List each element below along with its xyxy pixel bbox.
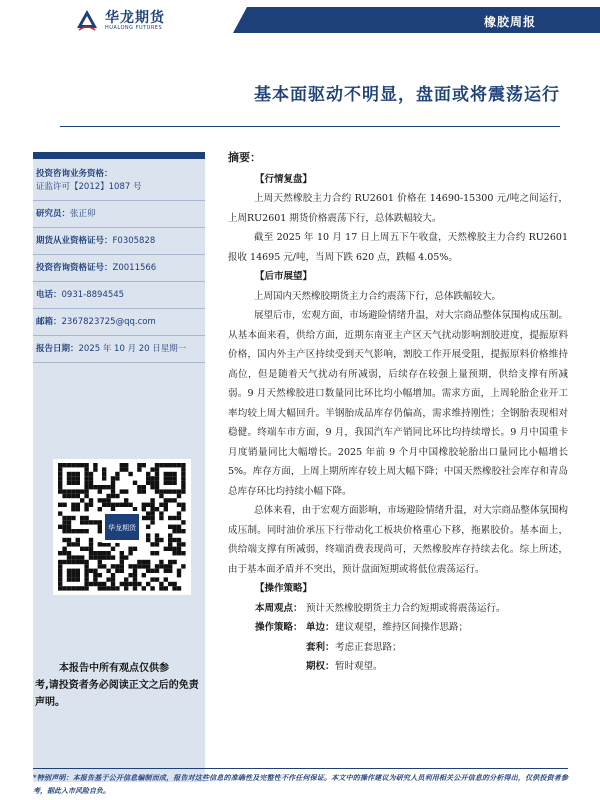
weekly-view: 本周观点： 预计天然橡胶期货主力合约短期或将震荡运行。 — [255, 602, 506, 614]
logo-en-text: HUALONG FUTURES — [105, 25, 163, 31]
strategy-single: 操作策略： 单边： 建议观望，维持区间操作思路； — [255, 622, 469, 633]
info-row-consult-cert: 投资咨询资格证号：Z0011566 — [33, 255, 205, 282]
company-logo — [75, 6, 225, 34]
abstract-heading: 摘要： — [228, 151, 261, 164]
info-row-phone: 电话：0931-8894545 — [33, 282, 205, 309]
paragraph-review-1: 上周天然橡胶主力合约 RU2601 价格在 14690-15300 元/吨之间运行，上周RU2601 期货价格震荡下行，总体跌幅较大。 — [228, 193, 568, 224]
license-number: 证监许可【2012】1087 号 — [36, 182, 142, 192]
info-row-researcher: 研究员：张正卯 — [33, 201, 205, 228]
sidebar — [33, 152, 205, 782]
report-type: 橡胶周报 — [483, 15, 536, 29]
paragraph-outlook-2: 展望后市，宏观方面，市场避险情绪升温，对大宗商品整体氛围构成压制。从基本面来看，供给方面，近期东南亚主产区天气扰动影响割胶进度，提振原料价格，国内外主产区持续受到天气影响，割胶工作开展受阻，提振原料价格维持高位，但是随着天气扰动有所减弱，后续存在较强上量预期，供给支撑有所减弱。9 月天然橡胶进口数量同比环比均小幅增加。需求方面，上周轮胎企业开工率均较上周大幅回升。半钢胎成品库存仍偏高，需求维持刚性；全钢胎表现相对稳健。终端车市方面，9 月，我国汽车产销同比环比均持续增长。9 月中国重卡月度销量同比大幅增长。2025 年前 9 个月中国橡胶轮胎出口量同比小幅增长 5%。库存方面，上周上期所库存较上周大幅下降；中国天然橡胶社会库存和青岛总库存环比均持续小幅下降。 — [228, 310, 568, 497]
page-header — [0, 0, 600, 38]
section-outlook: 【后市展望】 — [255, 271, 313, 282]
qr-code — [53, 459, 191, 595]
info-row-futures-cert: 期货从业资格证号：F0305828 — [33, 228, 205, 255]
info-row-qualification: 投资咨询业务资格： 证监许可【2012】1087 号 — [33, 161, 205, 201]
paragraph-outlook-3: 总体来看，由于宏观方面影响，市场避险情绪升温，对大宗商品整体氛围构成压制。同时油价承压下行带动化工板块价格重心下移，拖累胶价。基本面上，供给端支撑有所减弱，终端消费表现尚可，天然橡胶库存持续去化。综上所述，由于基本面矛盾并不突出，预计盘面短期或将低位震荡运行。 — [228, 505, 568, 575]
sidebar-top-bar — [33, 152, 205, 159]
header-band — [233, 7, 600, 33]
info-row-email: 邮箱：2367823725@qq.com — [33, 309, 205, 336]
qr-code-icon — [53, 459, 191, 595]
title-divider — [60, 126, 560, 127]
logo-cn-text: 华龙期货 — [105, 10, 165, 26]
strategy-option: 期权： 暂时观望。 — [306, 661, 383, 672]
dragon-logo-icon — [75, 8, 99, 32]
footer-divider — [33, 768, 568, 769]
section-strategy: 【操作策略】 — [255, 583, 313, 594]
info-row-date: 报告日期：2025 年 10 月 20 日星期一 — [33, 336, 205, 363]
main-content — [228, 148, 568, 677]
report-title: 基本面驱动不明显，盘面或将震荡运行 — [254, 85, 560, 105]
sidebar-disclaimer: 本报告中所有观点仅供参 考,请投资者务必阅读正文之后的免责声明。 — [35, 663, 199, 708]
paragraph-outlook-1: 上周国内天然橡胶期货主力合约震荡下行，总体跌幅较大。 — [254, 290, 502, 302]
strategy-arbitrage: 套利： 考虑正套思路； — [306, 641, 402, 653]
paragraph-review-2: 截至 2025 年 10 月 17 日上周五下午收盘，天然橡胶主力合约 RU2601 报收 14695 元/吨，当周下跌 620 点，跌幅 4.05%。 — [228, 232, 568, 263]
qr-badge-text: 华龙期货 — [108, 524, 136, 532]
footer-disclaimer: *特别声明：本报告基于公开信息编制而成，报告对这些信息的准确性及完整性不作任何保证。本文中的操作建议为研究人员利用相关公开信息的分析得出，仅供投资者参考，据此入市风险自负。 — [33, 773, 568, 795]
analyst-info — [33, 161, 205, 363]
section-market-review: 【行情复盘】 — [255, 173, 313, 185]
